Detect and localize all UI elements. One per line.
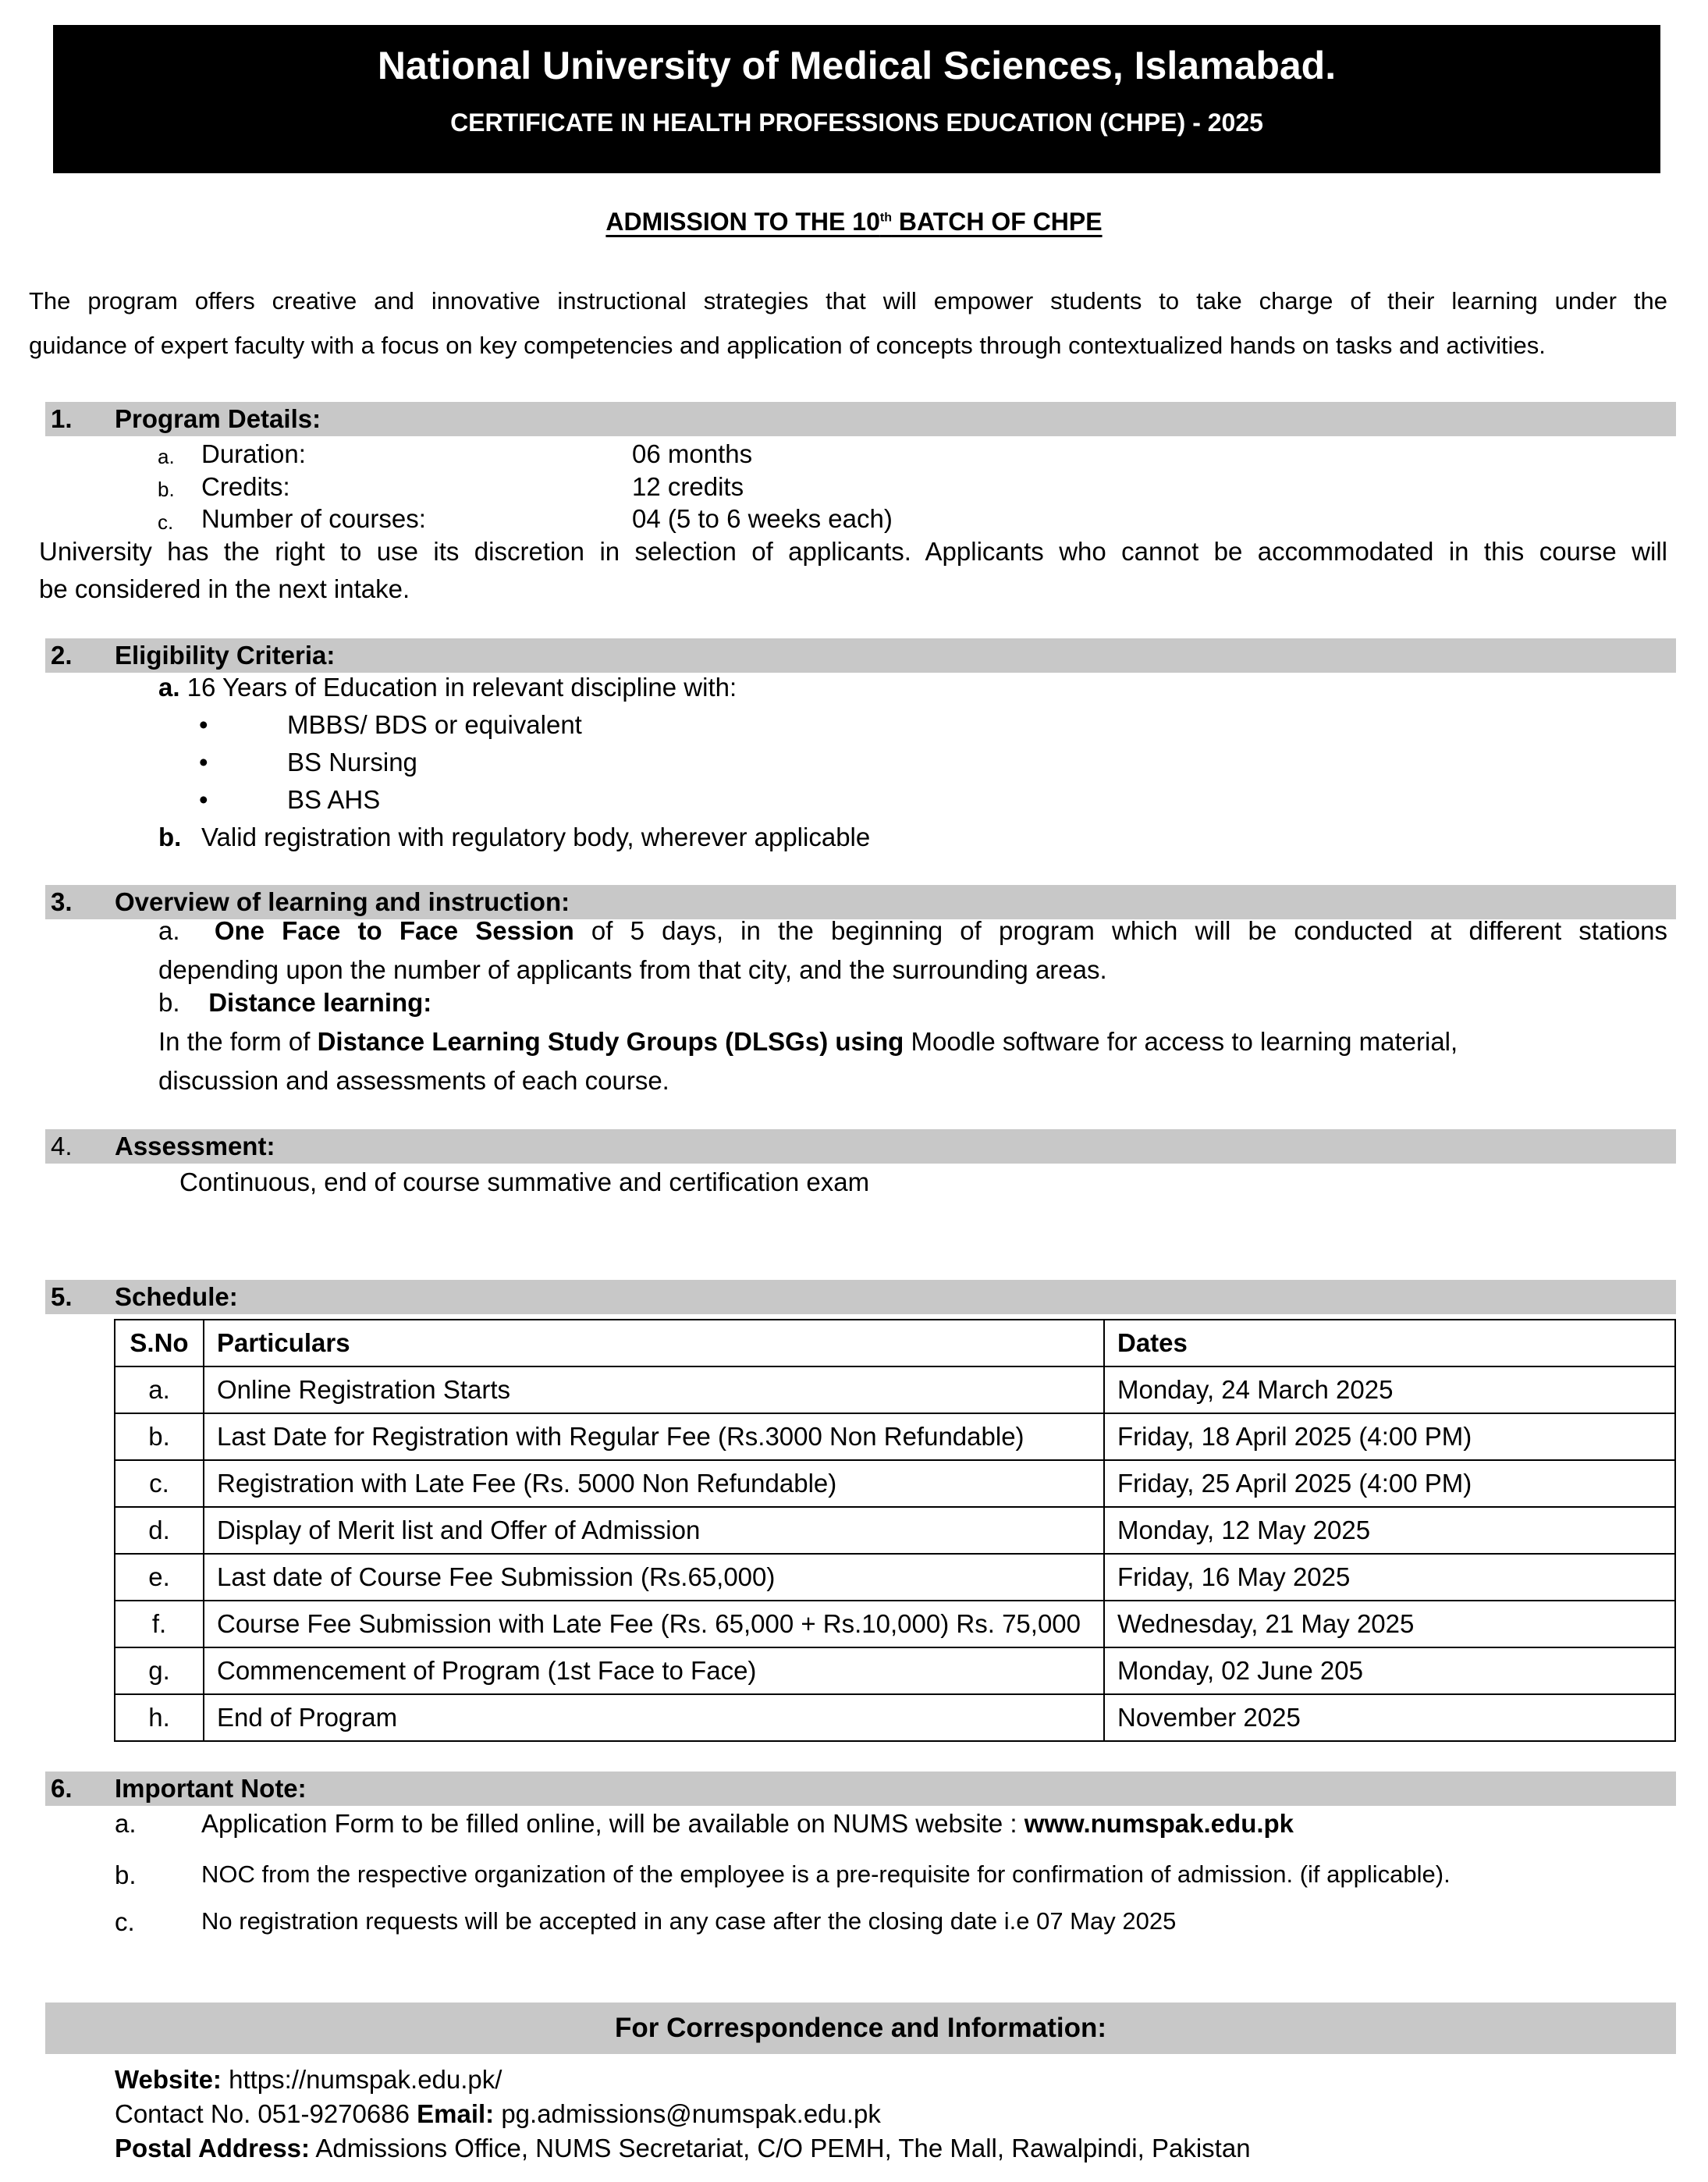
section-4-number: 4. (51, 1132, 73, 1160)
row-sno: h. (115, 1694, 204, 1741)
header-sno: S.No (115, 1320, 204, 1366)
header-particulars: Particulars (204, 1320, 1104, 1366)
s1-item-b-label: Credits: (201, 472, 290, 501)
row-particulars: Display of Merit list and Offer of Admission (204, 1507, 1104, 1554)
s3-item-b-line-1 (158, 1027, 1458, 1057)
s1-note-line-1: University has the right to use its discretion in selection of applicants. Applicants who cannot be accommodated in this course will (39, 537, 1667, 566)
row-particulars: Course Fee Submission with Late Fee (Rs. 65,000 + Rs.10,000) Rs. 75,000 (204, 1601, 1104, 1647)
correspondence-contact (115, 2099, 881, 2129)
s3-b-post: Moodle software for access to learning material, (904, 1027, 1458, 1056)
bullet-icon: • (199, 710, 208, 739)
s6-item-b-letter: b. (115, 1860, 137, 1889)
correspondence-heading: For Correspondence and Information: (45, 2003, 1676, 2054)
table-header-row (115, 1320, 1675, 1366)
s6-item-b-text: NOC from the respective organization of the employee is a pre-requisite for confirmation of admission. (if applicable). (201, 1860, 1451, 1888)
admission-heading-sup: th (879, 211, 892, 225)
row-date: November 2025 (1104, 1694, 1675, 1741)
section-2-number: 2. (51, 641, 73, 670)
s2-bullet-3: BS AHS (287, 785, 381, 814)
row-date: Friday, 18 April 2025 (4:00 PM) (1104, 1413, 1675, 1460)
row-sno: f. (115, 1601, 204, 1647)
s3-item-a-line-1 (158, 916, 1667, 946)
admission-heading-post: BATCH OF CHPE (891, 208, 1103, 236)
contact-number: Contact No. 051-9270686 (115, 2099, 417, 2128)
row-particulars: Registration with Late Fee (Rs. 5000 Non Refundable) (204, 1460, 1104, 1507)
table-row (115, 1366, 1675, 1413)
s3-item-a-rest: of 5 days, in the beginning of program which will be conducted at different stations (573, 916, 1667, 945)
s3-item-a-bold: One Face to Face Session (214, 916, 574, 945)
s6-item-a-letter: a. (115, 1809, 137, 1838)
s3-item-b-title: Distance learning: (208, 988, 432, 1017)
s1-item-b-value: 12 credits (632, 472, 744, 501)
bullet-icon: • (199, 748, 208, 776)
page-subtitle: CERTIFICATE IN HEALTH PROFESSIONS EDUCATION (CHPE) - 2025 (450, 108, 1263, 137)
row-date: Monday, 02 June 205 (1104, 1647, 1675, 1694)
s3-item-a-letter: a. (158, 916, 180, 945)
row-date: Wednesday, 21 May 2025 (1104, 1601, 1675, 1647)
s1-item-a-label: Duration: (201, 439, 306, 468)
section-6-number: 6. (51, 1774, 73, 1803)
s3-item-b-line-2: discussion and assessments of each course. (158, 1066, 669, 1095)
section-5-number: 5. (51, 1282, 73, 1311)
table-row (115, 1694, 1675, 1741)
page-title: National University of Medical Sciences, Islamabad. (377, 44, 1337, 87)
s1-item-c-letter: c. (158, 510, 174, 534)
row-particulars: Last Date for Registration with Regular Fee (Rs.3000 Non Refundable) (204, 1413, 1104, 1460)
table-row (115, 1413, 1675, 1460)
s2-item-a-letter: a. (158, 673, 180, 702)
section-3-number: 3. (51, 887, 73, 916)
s3-item-a-line-2: depending upon the number of applicants from that city, and the surrounding areas. (158, 955, 1107, 984)
s6-item-a (201, 1809, 1294, 1839)
row-date: Friday, 25 April 2025 (4:00 PM) (1104, 1460, 1675, 1507)
section-5-title: Schedule: (115, 1282, 238, 1311)
s4-text: Continuous, end of course summative and certification exam (179, 1167, 870, 1196)
table-row (115, 1601, 1675, 1647)
s2-item-a-text: 16 Years of Education in relevant discipline with: (179, 673, 737, 702)
row-sno: e. (115, 1554, 204, 1601)
s6-item-c-letter: c. (115, 1907, 135, 1936)
section-3-title: Overview of learning and instruction: (115, 887, 570, 916)
website-label: Website: (115, 2065, 222, 2094)
website-url[interactable]: https://numspak.edu.pk/ (221, 2065, 502, 2094)
s6-item-a-text: Application Form to be filled online, will be available on NUMS website : (201, 1809, 1024, 1838)
email-address[interactable]: pg.admissions@numspak.edu.pk (494, 2099, 881, 2128)
header-dates: Dates (1104, 1320, 1675, 1366)
admission-heading-pre: ADMISSION TO THE 10 (605, 208, 880, 236)
row-sno: d. (115, 1507, 204, 1554)
postal-label: Postal Address: (115, 2134, 311, 2162)
intro-line-1: The program offers creative and innovative instructional strategies that will empower students to take charge of their learning under the (29, 287, 1667, 315)
s3-b-pre: In the form of (158, 1027, 318, 1056)
row-date: Monday, 12 May 2025 (1104, 1507, 1675, 1554)
row-particulars: Online Registration Starts (204, 1366, 1104, 1413)
s1-item-c-value: 04 (5 to 6 weeks each) (632, 504, 893, 533)
row-sno: b. (115, 1413, 204, 1460)
row-particulars: Last date of Course Fee Submission (Rs.65,000) (204, 1554, 1104, 1601)
table-row (115, 1647, 1675, 1694)
row-sno: c. (115, 1460, 204, 1507)
table-row (115, 1554, 1675, 1601)
row-date: Friday, 16 May 2025 (1104, 1554, 1675, 1601)
email-label: Email: (417, 2099, 495, 2128)
s2-bullet-1: MBBS/ BDS or equivalent (287, 710, 582, 739)
row-particulars: Commencement of Program (1st Face to Face) (204, 1647, 1104, 1694)
intro-line-2: guidance of expert faculty with a focus on key competencies and application of concepts through contextualized hands on tasks and activities. (29, 332, 1546, 359)
s2-item-a (158, 673, 737, 702)
postal-address: Admissions Office, NUMS Secretariat, C/O PEMH, The Mall, Rawalpindi, Pakistan (310, 2134, 1251, 2162)
table-row (115, 1460, 1675, 1507)
table-row (115, 1507, 1675, 1554)
s1-note-line-2: be considered in the next intake. (39, 574, 410, 603)
s3-b-bold: Distance Learning Study Groups (DLSGs) using (317, 1027, 904, 1056)
website-link[interactable]: www.numspak.edu.pk (1024, 1809, 1294, 1838)
header-banner (53, 25, 1660, 173)
admission-heading (0, 208, 1708, 236)
section-band-4 (45, 1129, 1676, 1164)
row-date: Monday, 24 March 2025 (1104, 1366, 1675, 1413)
row-sno: a. (115, 1366, 204, 1413)
s2-item-b-letter: b. (158, 823, 182, 851)
s6-item-c-text: No registration requests will be accepted in any case after the closing date i.e 07 May 2025 (201, 1907, 1177, 1935)
s1-item-b-letter: b. (158, 478, 175, 501)
section-band-5 (45, 1280, 1676, 1314)
correspondence-postal (115, 2134, 1251, 2163)
section-1-number: 1. (51, 404, 73, 433)
s1-item-a-letter: a. (158, 445, 175, 468)
s3-item-b-letter: b. (158, 988, 180, 1017)
row-sno: g. (115, 1647, 204, 1694)
bullet-icon: • (199, 785, 208, 814)
intro-paragraph (29, 279, 1667, 368)
s2-item-b-text: Valid registration with regulatory body, wherever applicable (201, 823, 871, 851)
row-particulars: End of Program (204, 1694, 1104, 1741)
schedule-table (114, 1319, 1676, 1742)
s1-item-a-value: 06 months (632, 439, 753, 468)
section-6-title: Important Note: (115, 1774, 307, 1803)
section-1-title: Program Details: (115, 404, 321, 433)
s2-bullet-2: BS Nursing (287, 748, 417, 776)
correspondence-website (115, 2065, 502, 2095)
section-2-title: Eligibility Criteria: (115, 641, 336, 670)
s3-item-b (158, 988, 431, 1018)
section-4-title: Assessment: (115, 1132, 275, 1160)
s1-item-c-label: Number of courses: (201, 504, 426, 533)
